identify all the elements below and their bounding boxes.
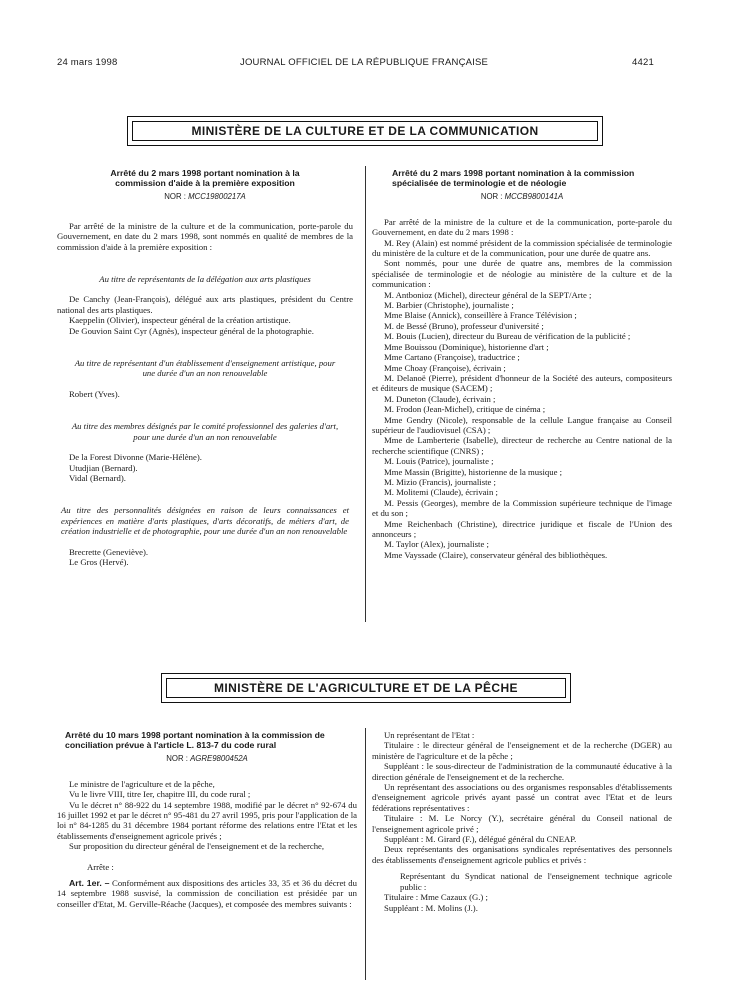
nor-code: AGRE9800452A <box>190 754 248 764</box>
group2-title: Au titre de représentant d'un établissement d'enseignement artistique, pour une durée d'un an non renouvelable <box>74 358 336 379</box>
culture-member-item: Mme Massin (Brigitte), historienne de la musique ; <box>384 466 563 477</box>
culture-members-list <box>372 290 672 561</box>
culture-member-item: Mme Blaise (Annick), conseillère à France Télévision ; <box>384 310 577 321</box>
agri-commission-member: Deux représentants des organisations syndicales représentatives des personnels des établissements d'enseignement agricole publics et privés : <box>372 844 672 865</box>
group1-member: De Canchy (Jean-François), délégué aux arts plastiques, président du Centre national des arts plastiques. <box>57 294 353 315</box>
culture-member-item: M. Bouis (Lucien), directeur du Bureau de vérification de la publicité ; <box>384 331 631 342</box>
culture-member-item: Mme Vayssade (Claire), conservateur général des bibliothèques. <box>384 549 608 560</box>
group4-member: Le Gros (Hervé). <box>69 556 129 567</box>
culture-left-nor <box>57 192 353 202</box>
culture-left-intro: Par arrêté de la ministre de la culture et de la communication, porte-parole du Gouvernement, en date du 2 mars 1998, sont nommés en qualité de membres de la commission d'aide à la première exposition : <box>57 220 353 252</box>
culture-member-item: Mme Gendry (Nicole), responsable de la cellule Langue française au Conseil supérieur de l'audiovisuel (CSA) ; <box>372 414 672 435</box>
culture-member-item: Mme de Lamberterie (Isabelle), directeur de recherche au Centre national de la recherche scientifique (CNRS) ; <box>372 435 672 456</box>
agri-visa: Vu le livre VIII, titre Ier, chapitre III, du code rural ; <box>69 789 251 800</box>
ministry-culture-heading: MINISTÈRE DE LA CULTURE ET DE LA COMMUNICATION <box>191 124 539 138</box>
nor-label: NOR : <box>164 192 186 202</box>
culture-member-item: M. Frodon (Jean-Michel), critique de cinéma ; <box>384 404 546 415</box>
agri-commission-member: Suppléant : le sous-directeur de l'administration de la communauté éducative à la direction générale de l'enseignement et de la recherche. <box>372 761 672 782</box>
agri-sub-item: Titulaire : Mme Cazaux (G.) ; <box>384 892 488 903</box>
nor-code: MCC19800217A <box>188 192 246 202</box>
culture-member-item: Mme Reichenbach (Christine), directrice juridique et fiscale de l'Union des annonceurs ; <box>372 518 672 539</box>
nor-code: MCCB9800141A <box>504 192 564 202</box>
header-date: 24 mars 1998 <box>57 57 118 68</box>
culture-right-president: M. Rey (Alain) est nommé président de la commission spécialisée de terminologie du ministère de la culture et de la communication, pour une durée de quatre ans. <box>372 237 672 259</box>
article-label: Art. 1er. – <box>69 878 110 889</box>
culture-member-item: Mme Bouissou (Dominique), historienne d'art ; <box>384 341 549 352</box>
group3-member: Utudjian (Bernard). <box>69 462 138 473</box>
culture-member-item: M. Taylor (Alex), journaliste ; <box>384 539 489 550</box>
culture-member-item: M. Molitemi (Claude), écrivain ; <box>384 487 498 498</box>
culture-left-column <box>57 168 353 567</box>
culture-member-item: M. Antbonioz (Michel), directeur général de la SEPT/Arte ; <box>384 289 592 300</box>
agri-visa: Le ministre de l'agriculture et de la pêche, <box>69 778 215 789</box>
agri-commission-member: Un représentant de l'Etat : <box>384 730 475 740</box>
culture-right-nor <box>372 192 672 202</box>
agri-commission-member: Un représentant des associations ou des organismes responsables d'établissements d'enseignement agricole privés ayant passé un contrat avec l'Etat et de leurs fédérations représentatives : <box>372 782 672 813</box>
column-divider <box>365 728 366 980</box>
culture-right-column <box>372 168 672 560</box>
ministry-agriculture-heading: MINISTÈRE DE L'AGRICULTURE ET DE LA PÊCHE <box>214 681 518 695</box>
culture-member-item: Mme Cartano (Françoise), traductrice ; <box>384 352 520 363</box>
culture-right-intro: Par arrêté de la ministre de la culture et de la communication, porte-parole du Gouvernement, en date du 2 mars 1998 : <box>372 216 672 238</box>
culture-member-item: M. Delanoë (Pierre), président d'honneur de la Société des auteurs, compositeurs et éditeurs de musique (SACEM) ; <box>372 372 672 394</box>
agri-sub-heading: Représentant du Syndicat national de l'enseignement technique agricole public : <box>400 871 672 892</box>
group1-member: Kaeppelin (Olivier), inspecteur général de la création artistique. <box>69 315 291 326</box>
agriculture-left-nor <box>57 754 357 764</box>
article-text: Conformément aux dispositions des articles 33, 35 et 36 du décret du 14 septembre 1988 susvisé, la commission de conciliation est présidée par un conseiller d'Etat, M. Gerville-Réache (Jacques), et composée des membres suivants : <box>57 878 357 909</box>
ministry-agriculture-heading-box <box>161 673 571 703</box>
culture-right-appointment: Sont nommés, pour une durée de quatre ans, membres de la commission spécialisée de terminologie et de néologie au ministère de la culture et de la communication : <box>372 258 672 290</box>
agriculture-right-column <box>372 730 672 913</box>
nor-label: NOR : <box>166 754 188 764</box>
agri-sub-item: Suppléant : M. Molins (J.). <box>384 902 478 913</box>
culture-member-item: M. Louis (Patrice), journaliste ; <box>384 456 494 467</box>
agri-article-1 <box>57 878 357 909</box>
culture-member-item: M. Duneton (Claude), écrivain ; <box>384 393 496 404</box>
group3-member: Vidal (Bernard). <box>69 472 126 483</box>
culture-member-item: M. de Bessé (Bruno), professeur d'université ; <box>384 320 544 331</box>
ministry-culture-heading-box <box>127 116 603 146</box>
culture-member-item: M. Barbier (Christophe), journaliste ; <box>384 300 514 311</box>
header-page-number: 4421 <box>632 57 654 68</box>
agri-arrete: Arrête : <box>87 861 114 872</box>
group1-member: De Gouvion Saint Cyr (Agnès), inspecteur général de la photographie. <box>69 325 314 336</box>
culture-member-item: M. Mizio (Francis), journaliste ; <box>384 476 496 487</box>
agriculture-left-title: Arrêté du 10 mars 1998 portant nomination à la commission de conciliation prévue à l'article L. 813-7 du code rural <box>65 730 325 751</box>
agri-visa: Sur proposition du directeur général de l'enseignement et de la recherche, <box>69 841 325 852</box>
group4-title: Au titre des personnalités désignées en raison de leurs connaissances et expériences en matière d'arts plastiques, d'arts décoratifs, de métiers d'art, de création industrielle et de photographie, pour une durée d'un an non renouvelable <box>61 505 349 537</box>
culture-left-title: Arrêté du 2 mars 1998 portant nomination à la commission d'aide à la première exposition <box>110 168 300 189</box>
group4-member: Brecrette (Geneviève). <box>69 546 149 557</box>
agri-visa: Vu le décret n° 88-922 du 14 septembre 1988, modifié par le décret n° 92-674 du 16 juillet 1992 et par le décret n° 95-481 du 27 avril 1995, pris pour l'application de la loi n° 84-1285 du 31 décembre 1984 portant réforme des relations entre l'Etat et les établissements d'enseignement agricole privés ; <box>57 799 357 841</box>
agri-commission-member: Titulaire : M. Le Norcy (Y.), secrétaire général du Conseil national de l'enseignement agricole privé ; <box>372 813 672 834</box>
group3-member: De la Forest Divonne (Marie-Hélène). <box>69 452 202 463</box>
agriculture-left-column <box>57 730 357 909</box>
group3-title: Au titre des membres désignés par le comité professionnel des galeries d'art, pour une durée d'un an non renouvelable <box>71 421 339 442</box>
agri-commission-member: Suppléant : M. Girard (F.), délégué général du CNEAP. <box>384 834 577 845</box>
nor-label: NOR : <box>480 192 503 202</box>
culture-right-title: Arrêté du 2 mars 1998 portant nomination à la commission spécialisée de terminologie et de néologie <box>392 168 635 189</box>
group2-member: Robert (Yves). <box>69 388 120 399</box>
group1-title: Au titre de représentants de la délégation aux arts plastiques <box>99 274 311 285</box>
agri-commission-member: Titulaire : le directeur général de l'enseignement et de la recherche (DGER) au ministère de l'agriculture et de la pêche ; <box>372 740 672 761</box>
culture-member-item: Mme Choay (Françoise), écrivain ; <box>384 362 506 373</box>
culture-member-item: M. Pessis (Georges), membre de la Commission supérieure technique de l'image et du son ; <box>372 497 672 519</box>
header-journal-title: JOURNAL OFFICIEL DE LA RÉPUBLIQUE FRANÇAISE <box>240 57 489 68</box>
column-divider <box>365 166 366 622</box>
